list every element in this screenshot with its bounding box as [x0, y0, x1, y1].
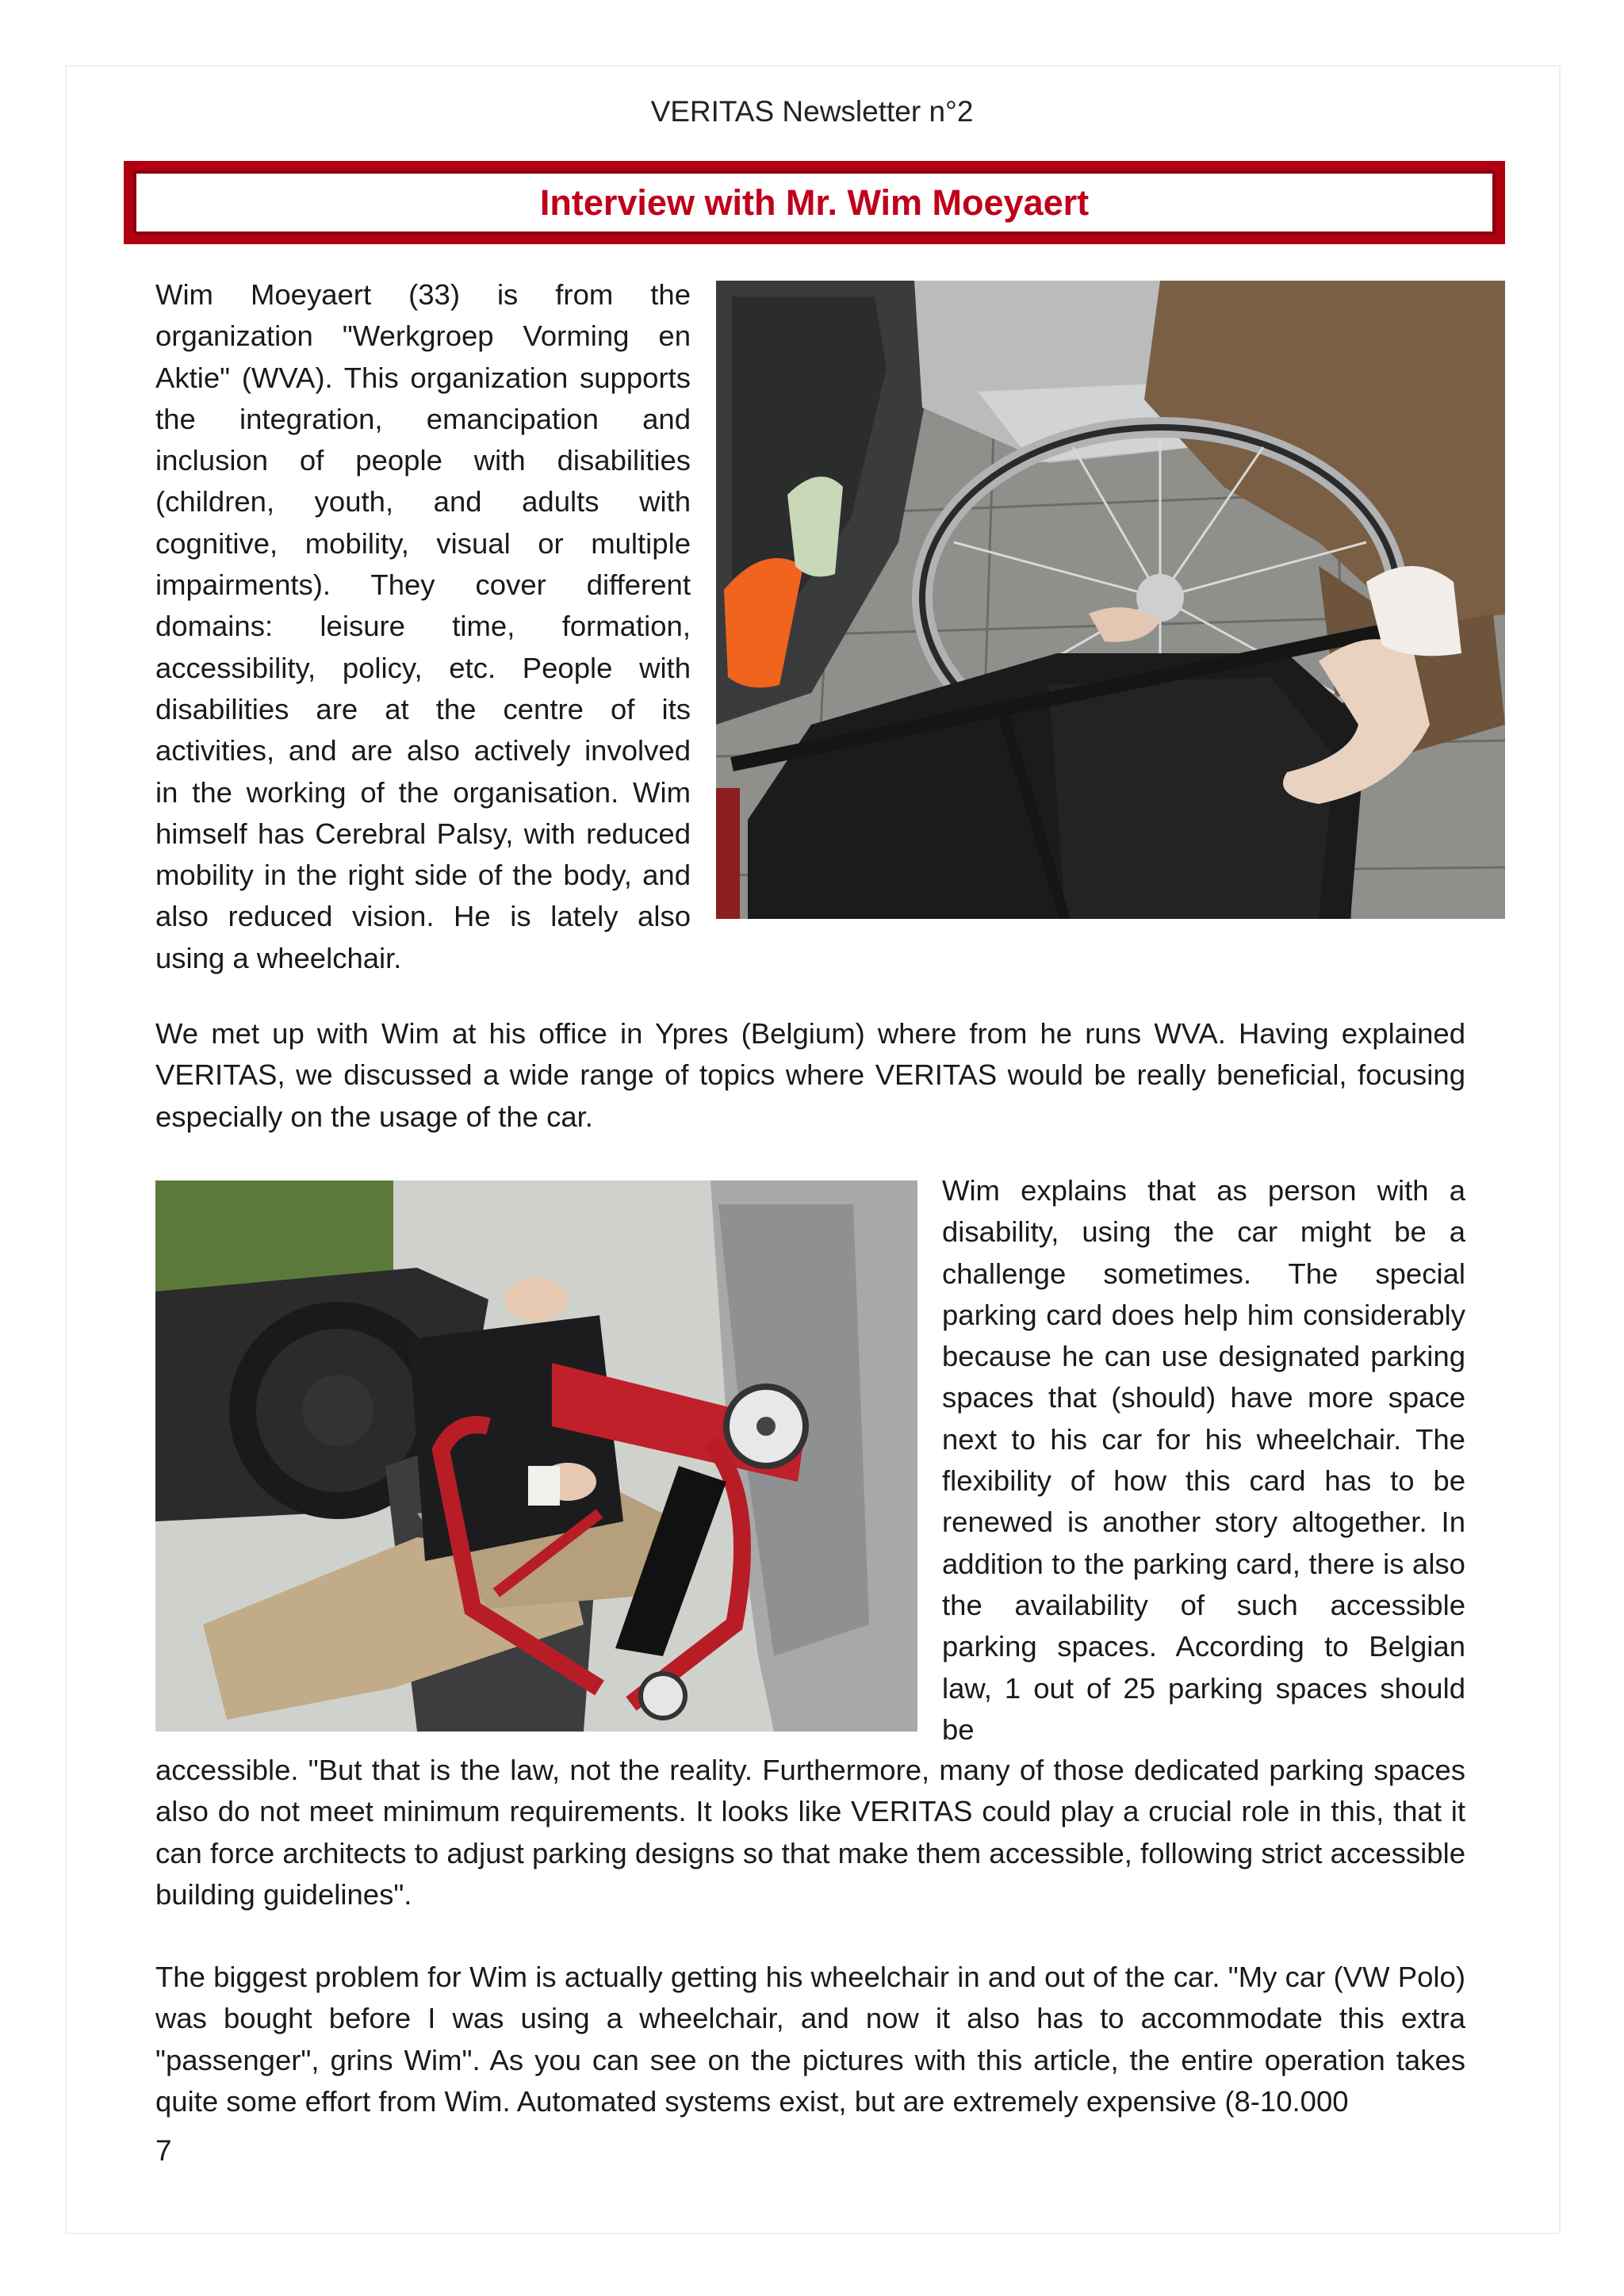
article-title-frame	[124, 161, 1505, 244]
wheelchair-wheel-photo	[716, 281, 1505, 919]
article-title-inner	[133, 170, 1496, 235]
parking-card-paragraph: Wim explains that as person with a disability, using the car might be a challenge sometimes. The special parking card does help him considerably because he can use designated parking spaces that (should) have more space next to his car for his wheelchair. The flexibility of how this card has to be renewed is another story altogether. In addition to the parking card, there is also the availability of such accessible parking spaces. According to Belgian law, 1 out of 25 parking spaces should be	[942, 1174, 1465, 1746]
newsletter-header: VERITAS Newsletter n°2	[650, 95, 974, 128]
wim-in-car-photo	[155, 1181, 917, 1732]
parking-law-paragraph: accessible. "But that is the law, not the reality. Furthermore, many of those dedicated parking spaces also do not meet minimum requirements. It looks like VERITAS could play a crucial role in this, that it can force architects to adjust parking designs so that make them accessible, following strict accessible building guidelines".	[155, 1754, 1465, 1911]
meeting-paragraph: We met up with Wim at his office in Ypres (Belgium) where from he runs WVA. Having explained VERITAS, we discussed a wide range of topics where VERITAS would be really beneficial, focusing especially on the usage of the car.	[155, 1017, 1465, 1133]
wheelchair-loading-paragraph: The biggest problem for Wim is actually getting his wheelchair in and out of the car. "My car (VW Polo) was bought before I was using a wheelchair, and now it also has to accommodate this extra "passenger", grins Wim". As you can see on the pictures with this article, the entire operation takes quite some effort from Wim. Automated systems exist, but are extremely expensive (8-10.000	[155, 1961, 1465, 2118]
page-number: 7	[155, 2134, 172, 2167]
article-title: Interview with Mr. Wim Moeyaert	[539, 182, 1090, 223]
intro-paragraph: Wim Moeyaert (33) is from the organization "Werkgroep Vorming en Aktie" (WVA). This organization supports the integration, emancipation and inclusion of people with disabilities (children, youth, and adults with cognitive, mobility, visual or multiple impairments). They cover different domains: leisure time, formation, accessibility, policy, etc. People with disabilities are at the centre of its activities, and are also actively involved in the working of the organisation. Wim himself has Cerebral Palsy, with reduced mobility in the right side of the body, and also reduced vision. He is lately also using a wheelchair.	[155, 278, 691, 974]
